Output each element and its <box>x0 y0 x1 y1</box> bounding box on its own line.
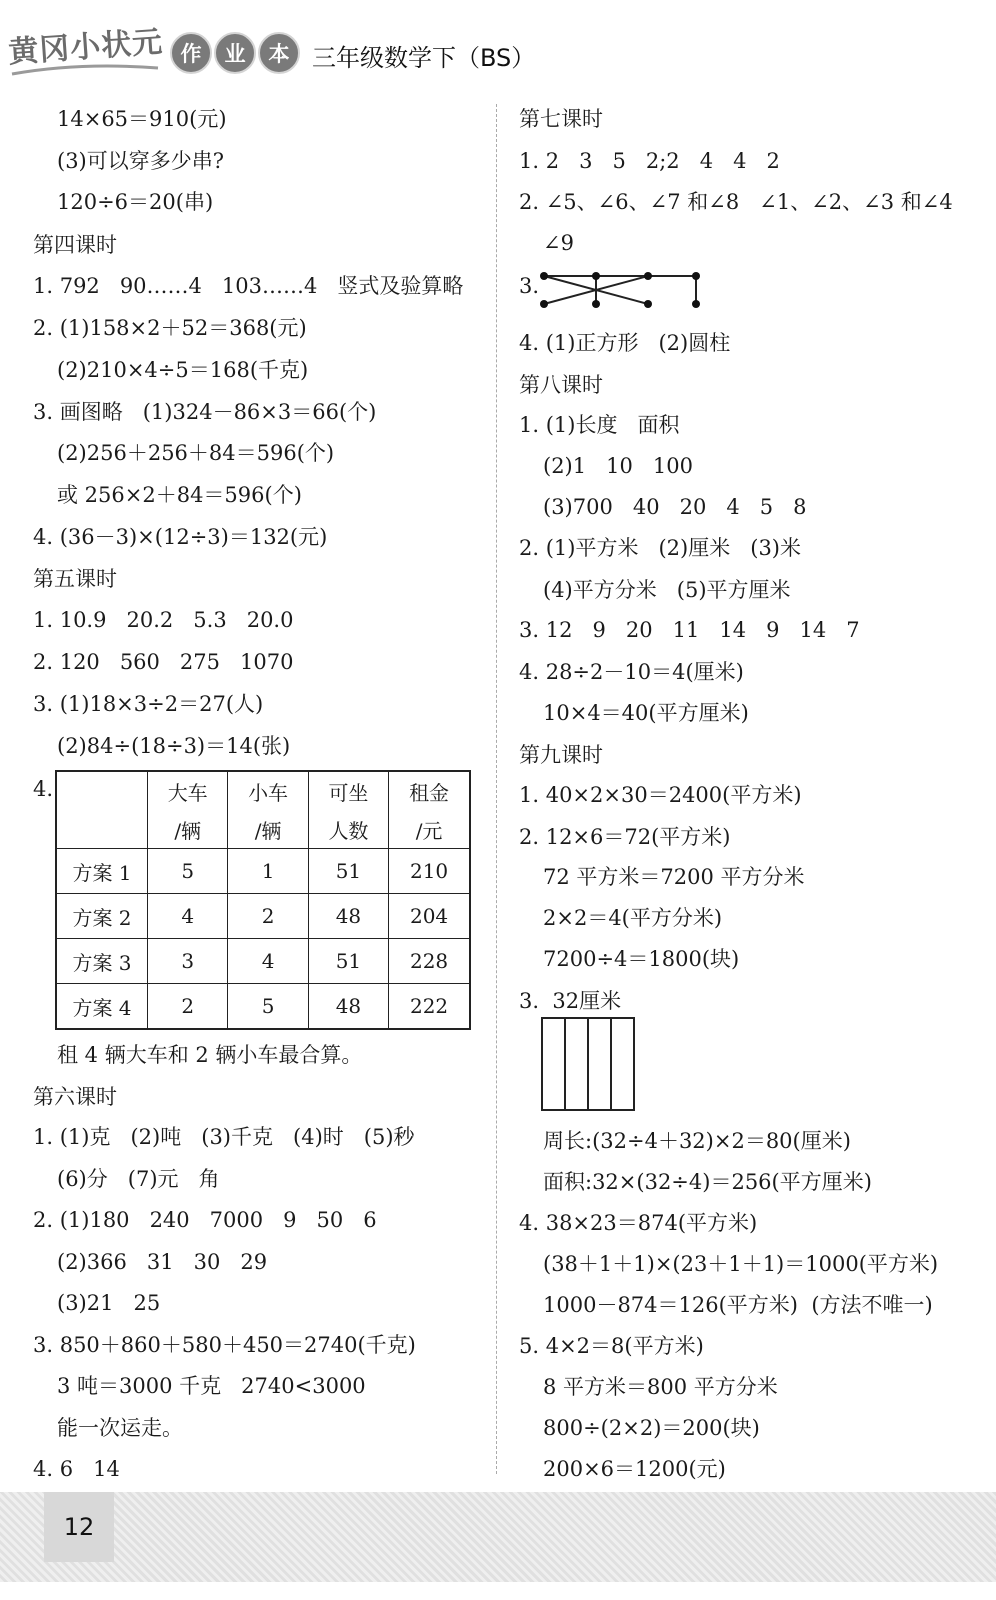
table-cell: 方案 4 <box>56 984 148 1030</box>
table-header-cell: 人数 <box>308 810 388 849</box>
diagram-dot <box>644 272 652 280</box>
answer-line: 1. 40×2×30＝2400(平方米) <box>519 783 802 807</box>
diagram-dot <box>692 272 700 280</box>
answer-line: 1. (1)长度 面积 <box>519 413 680 437</box>
answer-line: (3)700 40 20 4 5 8 <box>543 495 807 519</box>
series-badge-char: 本 <box>258 32 300 74</box>
table-header-cell: /元 <box>389 810 470 849</box>
brand-swoosh-icon <box>10 62 160 78</box>
answer-line: 4. (1)正方形 (2)圆柱 <box>519 331 731 355</box>
answer-line: 800÷(2×2)＝200(块) <box>543 1416 760 1440</box>
answer-line: (3)21 25 <box>57 1291 161 1315</box>
table-cell: 204 <box>389 894 470 939</box>
table-cell: 5 <box>228 984 308 1030</box>
table-cell: 228 <box>389 939 470 984</box>
answer-line: 1. 10.9 20.2 5.3 20.0 <box>33 608 294 632</box>
table-cell: 1 <box>228 849 308 894</box>
table-cell: 方案 2 <box>56 894 148 939</box>
answer-line: 3. 32厘米 <box>519 989 622 1013</box>
answer-line: (4)平方分米 (5)平方厘米 <box>543 578 791 602</box>
rental-plan-table <box>55 770 471 1030</box>
answer-line: 72 平方米＝7200 平方分米 <box>543 865 805 889</box>
table-header-row <box>56 771 470 810</box>
answer-line: 120÷6＝20(串) <box>57 190 214 214</box>
table-row <box>56 984 470 1030</box>
series-badge-char: 作 <box>170 32 212 74</box>
table-cell: 5 <box>148 849 228 894</box>
answer-line: ∠9 <box>543 231 574 255</box>
table-cell: 2 <box>228 894 308 939</box>
answer-line: 面积:32×(32÷4)＝256(平方厘米) <box>543 1170 872 1194</box>
series-badge-char: 业 <box>214 32 256 74</box>
answer-line: (2)1 10 100 <box>543 454 693 478</box>
answer-line: 2. 12×6＝72(平方米) <box>519 825 731 849</box>
diagram-dot <box>540 300 548 308</box>
table-cell: 方案 1 <box>56 849 148 894</box>
answer-line: 租 4 辆大车和 2 辆小车最合算。 <box>57 1043 363 1067</box>
answer-line: 能一次运走。 <box>57 1416 183 1440</box>
table-cell: 51 <box>308 939 388 984</box>
table-cell: 3 <box>148 939 228 984</box>
answer-line: (38＋1＋1)×(23＋1＋1)＝1000(平方米) <box>543 1252 939 1276</box>
answer-line: 7200÷4＝1800(块) <box>543 947 740 971</box>
answer-line: 4. <box>33 777 54 801</box>
answer-line: 2. (1)180 240 7000 9 50 6 <box>33 1208 377 1232</box>
section-heading: 第四课时 <box>33 233 117 257</box>
table-cell: 222 <box>389 984 470 1030</box>
answer-line: 2×2＝4(平方分米) <box>543 906 723 930</box>
answer-line: 3. 850＋860＋580＋450＝2740(千克) <box>33 1333 416 1357</box>
table-header-cell: 租金 <box>389 771 470 810</box>
series-badge <box>170 32 300 74</box>
diagram-dot <box>692 300 700 308</box>
answer-line: 2. ∠5、∠6、∠7 和∠8 ∠1、∠2、∠3 和∠4 <box>519 190 953 214</box>
section-heading: 第六课时 <box>33 1085 117 1109</box>
answer-line: 或 256×2＋84＝596(个) <box>57 483 302 507</box>
table-cell: 方案 3 <box>56 939 148 984</box>
answer-line: (2)210×4÷5＝168(千克) <box>57 358 309 382</box>
answer-line: 5. 4×2＝8(平方米) <box>519 1334 704 1358</box>
section-heading: 第八课时 <box>519 373 603 397</box>
table-header-cell <box>56 771 148 849</box>
column-divider <box>496 104 497 1474</box>
table-row <box>56 894 470 939</box>
table-cell: 48 <box>308 984 388 1030</box>
section-heading: 第七课时 <box>519 107 603 131</box>
answer-line: 2. (1)平方米 (2)厘米 (3)米 <box>519 536 802 560</box>
rectangle-strips-diagram <box>540 1016 636 1112</box>
answer-line: 1. 2 3 5 2;2 4 4 2 <box>519 149 780 173</box>
answer-line: 3. (1)18×3÷2＝27(人) <box>33 692 264 716</box>
diagram-dot <box>540 272 548 280</box>
answer-line: 3. <box>519 274 540 298</box>
answer-line: 3 吨＝3000 千克 2740<3000 <box>57 1374 366 1398</box>
answer-line: (2)256＋256＋84＝596(个) <box>57 441 335 465</box>
table-row <box>56 849 470 894</box>
diagram-dot <box>592 300 600 308</box>
table-row <box>56 939 470 984</box>
answer-line: 3. 画图略 (1)324－86×3＝66(个) <box>33 400 377 424</box>
answer-line: 2. 120 560 275 1070 <box>33 650 294 674</box>
answer-line: 4. 38×23＝874(平方米) <box>519 1211 758 1235</box>
answer-line: 4. (36－3)×(12÷3)＝132(元) <box>33 525 328 549</box>
answer-line: (6)分 (7)元 角 <box>57 1167 220 1191</box>
table-cell: 4 <box>148 894 228 939</box>
page-header <box>0 0 996 95</box>
table-header-cell: 大车 <box>148 771 228 810</box>
answer-line: 1. 792 90……4 103……4 竖式及验算略 <box>33 274 464 298</box>
answer-line: 200×6＝1200(元) <box>543 1457 726 1481</box>
answer-line: 8 平方米＝800 平方分米 <box>543 1375 778 1399</box>
answer-line: 1. (1)克 (2)吨 (3)千克 (4)时 (5)秒 <box>33 1125 415 1149</box>
answer-line: 3. 12 9 20 11 14 9 14 7 <box>519 618 860 642</box>
answer-line: 4. 6 14 <box>33 1457 120 1481</box>
section-heading: 第九课时 <box>519 743 603 767</box>
answer-line: (2)366 31 30 29 <box>57 1250 268 1274</box>
answer-line: 4. 28÷2－10＝4(厘米) <box>519 660 744 684</box>
table-header-cell: /辆 <box>148 810 228 849</box>
table-header-cell: 小车 <box>228 771 308 810</box>
matching-lines-diagram <box>538 268 702 312</box>
diagram-dot <box>644 300 652 308</box>
brand-logo: 黄冈小状元 <box>7 24 165 71</box>
section-heading: 第五课时 <box>33 567 117 591</box>
table-header-cell: /辆 <box>228 810 308 849</box>
table-cell: 48 <box>308 894 388 939</box>
page-number: 12 <box>44 1492 114 1562</box>
table-cell: 51 <box>308 849 388 894</box>
table-header-cell: 可坐 <box>308 771 388 810</box>
answer-line: 14×65＝910(元) <box>57 107 227 131</box>
table-cell: 4 <box>228 939 308 984</box>
table-cell: 2 <box>148 984 228 1030</box>
table-cell: 210 <box>389 849 470 894</box>
answer-line: 周长:(32÷4＋32)×2＝80(厘米) <box>543 1129 851 1153</box>
subject-title: 三年级数学下（BS） <box>312 44 536 72</box>
answer-line: (3)可以穿多少串? <box>57 149 225 173</box>
footer-band <box>0 1492 996 1582</box>
answer-line: 10×4＝40(平方厘米) <box>543 701 749 725</box>
diagram-dot <box>592 272 600 280</box>
answer-line: (2)84÷(18÷3)＝14(张) <box>57 734 291 758</box>
answer-line: 1000－874＝126(平方米) (方法不唯一) <box>543 1293 933 1317</box>
answer-line: 2. (1)158×2＋52＝368(元) <box>33 316 307 340</box>
